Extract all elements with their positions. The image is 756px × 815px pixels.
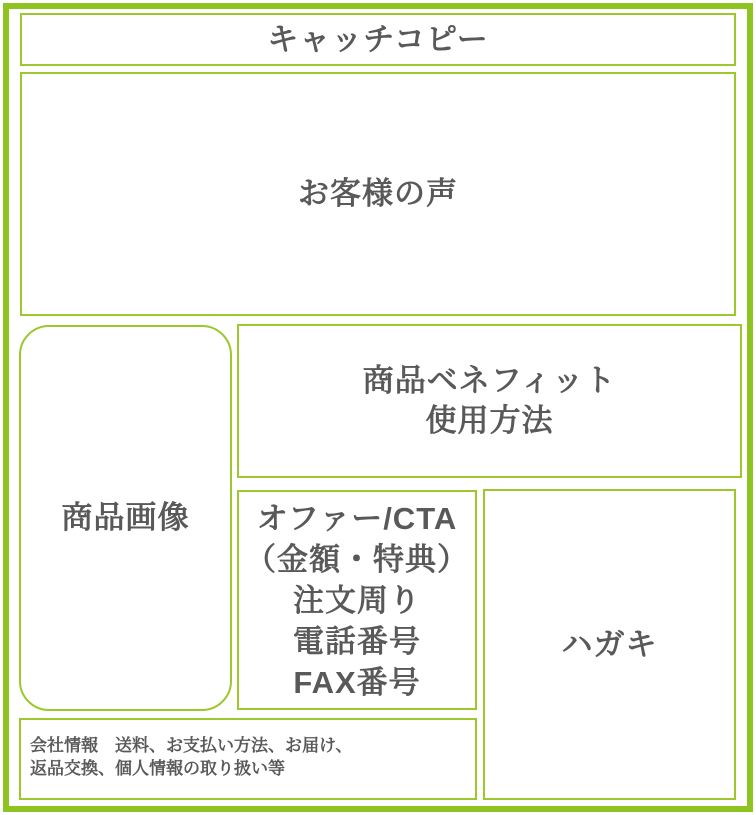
offer-line-phone-number: 電話番号 <box>293 624 421 659</box>
company-info-line2: 返品交換、個人情報の取り扱い等 <box>30 759 285 778</box>
company-info-line1: 会社情報 送料、お支払い方法、お届け、 <box>30 736 353 755</box>
product-image-section <box>19 325 232 711</box>
benefit-label-line2: 使用方法 <box>425 403 554 438</box>
product-image-label: 商品画像 <box>61 500 190 535</box>
customer-voice-label: お客様の声 <box>298 176 458 211</box>
offer-line-fax-number: FAX番号 <box>293 665 421 700</box>
catch-copy-label: キャッチコピー <box>267 21 489 57</box>
offer-cta-section <box>237 490 477 710</box>
benefit-section <box>237 324 742 478</box>
offer-line-price-bonus: （金額・特典） <box>245 542 469 577</box>
offer-line-order-info: 注文周り <box>293 583 421 618</box>
postcard-section <box>483 489 736 800</box>
benefit-label-line1: 商品ベネフィット <box>362 363 617 398</box>
catch-copy-section <box>20 13 736 66</box>
offer-line-offer-cta: オファー/CTA <box>256 501 458 536</box>
postcard-label: ハガキ <box>561 626 658 662</box>
customer-voice-section <box>20 72 736 316</box>
company-info-section <box>19 718 477 800</box>
